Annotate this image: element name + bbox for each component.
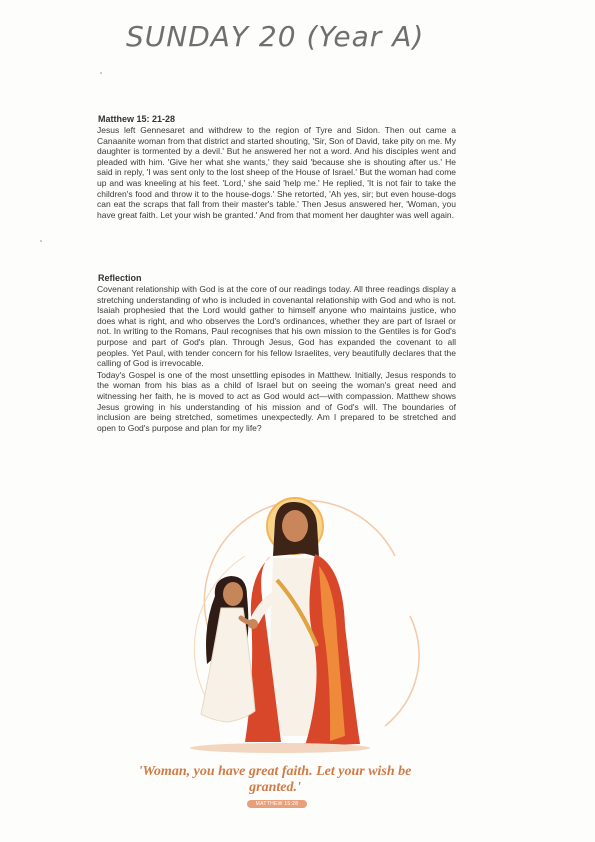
reflection-paragraph: Today's Gospel is one of the most unsettling episodes in Matthew. Initially, Jesus responds to the woman from his bias as a child of Israel but on seeing the woman's great need and witnessing her faith, he is moved to act as God would act—with compassion. Matthew shows Jesus growing in his understanding of his mission and of God's will. The boundaries of inclusion are being stretched, sometimes unexpectedly. Am I prepared to be stretched and open to God's purpose and plan for my life? [97,369,456,433]
quote-reference-badge: MATTHEW 15:28 [247,800,307,808]
jesus-and-canaanite-woman-illustration [185,496,425,761]
decorative-arc [385,616,419,726]
gospel-heading: Matthew 15: 21-28 [98,114,176,124]
reflection-paragraph: Covenant relationship with God is at the core of our readings today. All three readings display a stretching understanding of who is included in covenantal relationship with God and who is not. Isaiah prophesied that the Lord would gather to himself anyone who maintains justice, who does what is right, and who observes the Lord's ordinances, whether they are part of Israel or not. In writing to the Romans, Paul recognises that his own mission to the Gentiles is for God's purpose and part of God's plan. Through Jesus, God has expanded the covenant to all peoples. Yet Paul, with tender concern for his fellow Israelites, very beautifully declares that the calling of God is irrevocable. [97,284,456,369]
reflection-text [97,284,456,434]
reflection-heading: Reflection [98,273,142,283]
jesus-face [282,510,308,542]
scan-speck [100,72,102,74]
woman-face [223,582,243,606]
page-title: SUNDAY 20 (Year A) [126,20,425,53]
woman-arm [241,618,251,623]
scan-speck [40,240,42,242]
ground-shadow [190,743,370,753]
quote-text: 'Woman, you have great faith. Let your wish be granted.' [138,764,412,795]
gospel-text: Jesus left Gennesaret and withdrew to the region of Tyre and Sidon. Then out came a Canaanite woman from that district and started shouting, 'Sir, Son of David, take pity on me. My daughter is tormented by a devil.' But he answered her not a word. And his disciples went and pleaded with him. 'Give her what she wants,' they said 'because she is shouting after us.' He said in reply, 'I was sent only to the lost sheep of the House of Israel.' But the woman had come up and was kneeling at his feet. 'Lord,' she said 'help me.' He replied, 'It is not fair to take the children's food and throw it to the house-dogs.' She retorted, 'Ah yes, sir; but even house-dogs can eat the scraps that fall from their master's table.' Then Jesus answered her, 'Woman, you have great faith. Let your wish be granted.' And from that moment her daughter was well again. [97,125,456,220]
